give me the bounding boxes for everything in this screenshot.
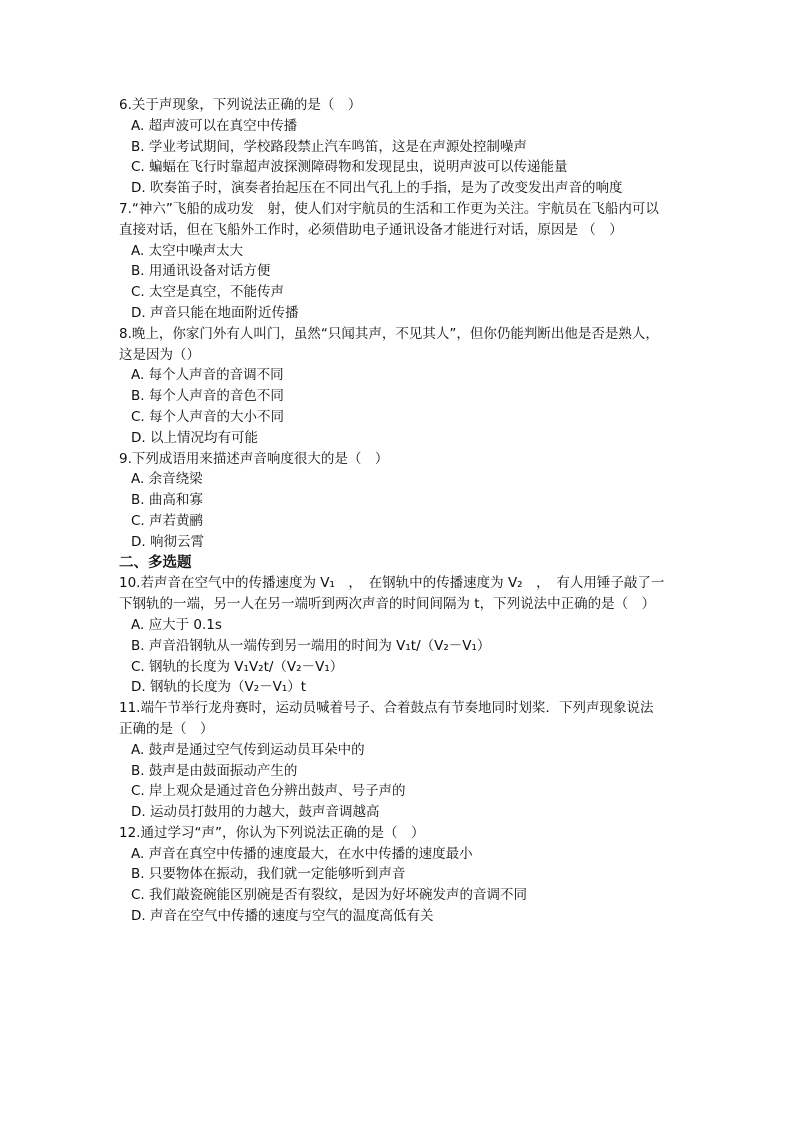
option-b: B. 用通讯设备对话方便 [131,263,271,280]
option-d: D. 声音在空气中传播的速度与空气的温度高低有关 [131,908,434,925]
option-c: C. 蝙蝠在飞行时靠超声波探测障碍物和发现昆虫，说明声波可以传递能量 [131,159,568,176]
question-stem-line: 正确的是（ ） [119,720,214,737]
option-d: D. 声音只能在地面附近传播 [131,304,299,321]
option-d: D. 吹奏笛子时，演奏者抬起压在不同出气孔上的手指，是为了改变发出声音的响度 [131,180,623,197]
question-7 [119,199,679,324]
question-10 [119,573,679,698]
question-stem-line: 9.下列成语用来描述声音响度很大的是（ ） [119,450,389,467]
option-a: A. 每个人声音的音调不同 [131,367,284,384]
option-d: D. 响彻云霄 [131,533,204,550]
question-stem-line: 8.晚上，你家门外有人叫门，虽然“只闻其声，不见其人”，但你仍能判断出他是否是熟人， [119,325,659,342]
option-d: D. 钢轨的长度为（V₂－V₁）t [131,679,307,696]
option-b: B. 只要物体在振动，我们就一定能够听到声音 [131,866,406,883]
option-c: C. 声若黄鹂 [131,512,204,529]
option-c: C. 我们敲瓷碗能区别碗是否有裂纹，是因为好坏碗发声的音调不同 [131,887,528,904]
option-b: B. 鼓声是由鼓面振动产生的 [131,762,298,779]
option-c: C. 岸上观众是通过音色分辨出鼓声、号子声的 [131,783,406,800]
question-9 [119,449,679,553]
option-b: B. 曲高和寡 [131,492,203,509]
question-content [119,95,679,927]
question-stem-line: 6.关于声现象，下列说法正确的是（ ） [119,97,362,113]
question-11 [119,698,679,823]
option-c: C. 钢轨的长度为 V₁V₂t/（V₂－V₁） [131,658,344,675]
option-c: C. 每个人声音的大小不同 [131,408,285,425]
option-a: A. 余音绕梁 [131,471,203,488]
question-12 [119,823,679,927]
question-stem-line: 这是因为（） [119,346,200,363]
question-stem-line: 10.若声音在空气中的传播速度为 V₁ ， 在钢轨中的传播速度为 V₂ ， 有人用锤子敲了一 [119,575,665,592]
option-a: A. 声音在真空中传播的速度最大，在水中传播的速度最小 [131,845,473,862]
question-8 [119,324,679,449]
option-b: B. 每个人声音的音色不同 [131,388,284,405]
question-stem-line: 12.通过学习“声”，你认为下列说法正确的是（ ） [119,824,425,841]
option-a: A. 鼓声是通过空气传到运动员耳朵中的 [131,741,365,758]
option-c: C. 太空是真空，不能传声 [131,284,285,301]
option-d: D. 运动员打鼓用的力越大，鼓声音调越高 [131,804,380,821]
question-stem-line: 下钢轨的一端，另一人在另一端听到两次声音的时间间隔为 t，下列说法中正确的是（ ） [119,596,656,613]
option-b: B. 学业考试期间，学校路段禁止汽车鸣笛，这是在声源处控制噪声 [131,138,527,155]
question-stem-line: 11.端午节举行龙舟赛时，运动员喊着号子、合着鼓点有节奏地同时划桨．下列声现象说法 [119,700,654,717]
question-stem-line: 直接对话，但在飞船外工作时，必须借助电子通讯设备才能进行对话，原因是 （ ） [119,221,623,238]
question-stem-line: 7.“神六”飞船的成功发 射，使人们对宇航员的生活和工作更为关注。宇航员在飞船内可以 [119,200,659,217]
option-b: B. 声音沿钢轨从一端传到另一端用的时间为 V₁t/（V₂－V₁） [131,637,491,654]
option-a: A. 太空中噪声太大 [131,242,244,259]
question-6 [119,95,679,199]
option-a: A. 应大于 0.1s [131,616,222,633]
option-d: D. 以上情况均有可能 [131,429,258,446]
section-title-multiple-choice: 二、多选题 [119,554,192,571]
option-a: A. 超声波可以在真空中传播 [131,117,298,134]
